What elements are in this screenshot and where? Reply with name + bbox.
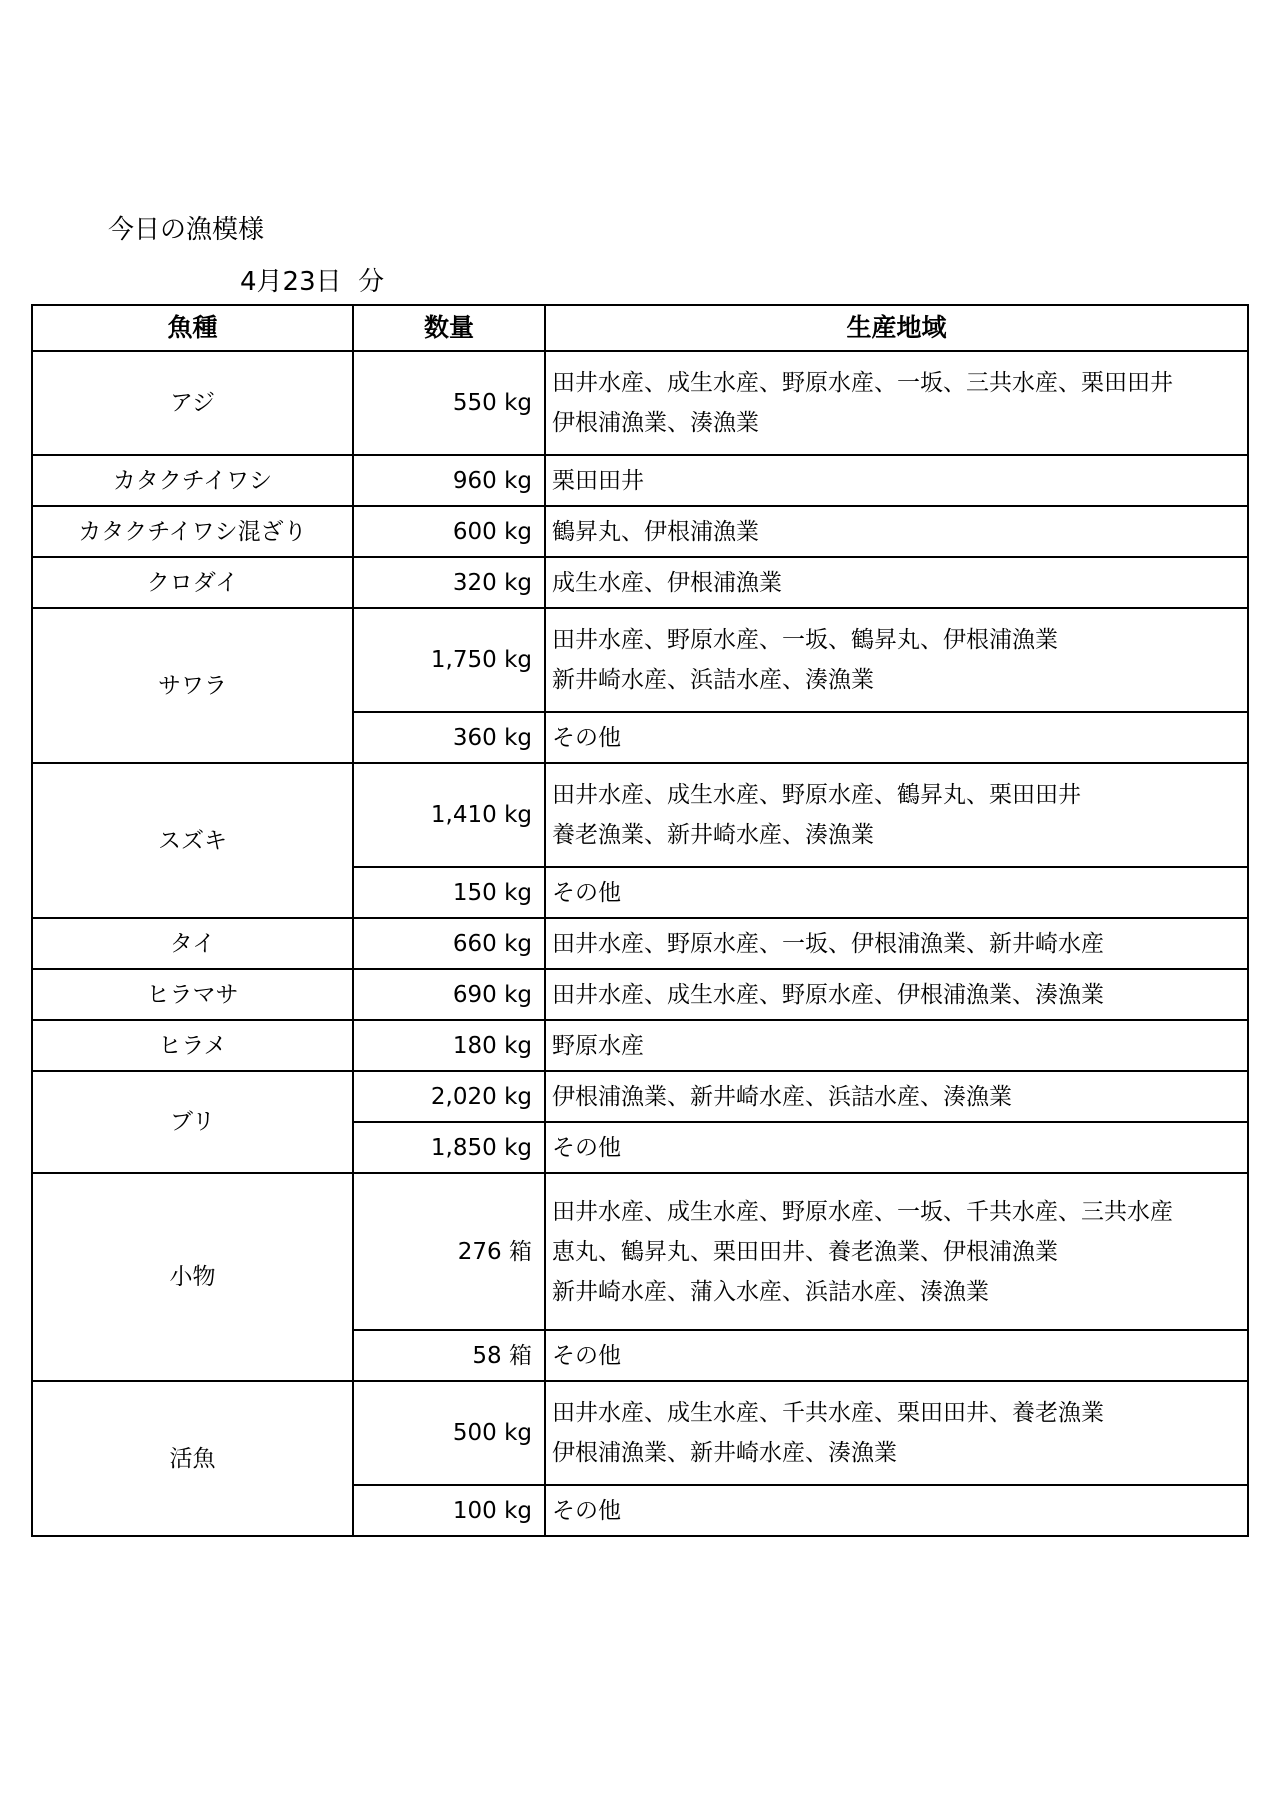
region-line: 養老漁業、新井崎水産、湊漁業 (552, 822, 874, 848)
table-row (32, 455, 1248, 506)
quantity-cell: 1,850 kg (353, 1122, 545, 1173)
region-cell (545, 1330, 1248, 1381)
fish-name-cell: ヒラマサ (32, 969, 353, 1020)
region-line: 田井水産、成生水産、千共水産、栗田田井、養老漁業 (552, 1400, 1104, 1426)
quantity-cell: 58 箱 (353, 1330, 545, 1381)
region-line: 新井崎水産、蒲入水産、浜詰水産、湊漁業 (552, 1278, 989, 1305)
region-line: 鶴昇丸、伊根浦漁業 (552, 518, 759, 545)
fish-name-cell: サワラ (32, 608, 353, 763)
region-cell (545, 969, 1248, 1020)
fish-name-cell: タイ (32, 918, 353, 969)
table-row (32, 1071, 1248, 1122)
region-line: 伊根浦漁業、新井崎水産、湊漁業 (552, 1440, 897, 1466)
region-cell (545, 506, 1248, 557)
table-row (32, 763, 1248, 867)
fish-name-cell: カタクチイワシ混ざり (32, 506, 353, 557)
quantity-cell: 150 kg (353, 867, 545, 918)
quantity-cell: 660 kg (353, 918, 545, 969)
quantity-cell: 320 kg (353, 557, 545, 608)
region-cell (545, 867, 1248, 918)
region-cell (545, 1173, 1248, 1330)
quantity-cell: 960 kg (353, 455, 545, 506)
region-cell (545, 1381, 1248, 1485)
region-line: 野原水産 (552, 1032, 644, 1059)
table-row (32, 608, 1248, 712)
region-line: 田井水産、成生水産、野原水産、一坂、千共水産、三共水産 (552, 1198, 1173, 1225)
region-line: その他 (552, 1342, 621, 1369)
table-row (32, 557, 1248, 608)
quantity-cell: 360 kg (353, 712, 545, 763)
region-cell (545, 455, 1248, 506)
region-line: 新井崎水産、浜詰水産、湊漁業 (552, 667, 874, 693)
fish-name-cell: クロダイ (32, 557, 353, 608)
region-line: 田井水産、野原水産、一坂、鶴昇丸、伊根浦漁業 (552, 627, 1058, 653)
quantity-cell: 180 kg (353, 1020, 545, 1071)
quantity-cell: 690 kg (353, 969, 545, 1020)
region-line: 田井水産、野原水産、一坂、伊根浦漁業、新井崎水産 (552, 930, 1104, 957)
header-fish: 魚種 (32, 305, 353, 351)
region-cell (545, 712, 1248, 763)
region-line: その他 (552, 724, 621, 751)
table-row (32, 918, 1248, 969)
table-header-row (32, 305, 1248, 351)
quantity-cell: 500 kg (353, 1381, 545, 1485)
quantity-cell: 600 kg (353, 506, 545, 557)
region-line: その他 (552, 1134, 621, 1161)
table-row (32, 1173, 1248, 1330)
table-row (32, 506, 1248, 557)
header-region: 生産地域 (545, 305, 1248, 351)
region-line: 栗田田井 (552, 467, 644, 494)
fish-name-cell: スズキ (32, 763, 353, 918)
region-cell (545, 1485, 1248, 1536)
table-row (32, 1020, 1248, 1071)
region-cell (545, 1071, 1248, 1122)
region-line: 恵丸、鶴昇丸、栗田田井、養老漁業、伊根浦漁業 (552, 1238, 1058, 1265)
fish-name-cell: 活魚 (32, 1381, 353, 1536)
quantity-cell: 2,020 kg (353, 1071, 545, 1122)
fish-name-cell: カタクチイワシ (32, 455, 353, 506)
quantity-cell: 1,750 kg (353, 608, 545, 712)
region-line: 成生水産、伊根浦漁業 (552, 569, 782, 596)
region-line: 伊根浦漁業、湊漁業 (552, 410, 759, 436)
region-line: その他 (552, 1497, 621, 1524)
region-cell (545, 1122, 1248, 1173)
fish-name-cell: 小物 (32, 1173, 353, 1381)
region-line: 田井水産、成生水産、野原水産、鶴昇丸、栗田田井 (552, 782, 1081, 808)
quantity-cell: 100 kg (353, 1485, 545, 1536)
quantity-cell: 276 箱 (353, 1173, 545, 1330)
fish-name-cell: アジ (32, 351, 353, 455)
fish-name-cell: ブリ (32, 1071, 353, 1173)
region-cell (545, 351, 1248, 455)
region-cell (545, 1020, 1248, 1071)
region-line: 田井水産、成生水産、野原水産、一坂、三共水産、栗田田井 (552, 370, 1173, 396)
table-row (32, 351, 1248, 455)
table-body (32, 351, 1248, 1536)
fish-name-cell: ヒラメ (32, 1020, 353, 1071)
region-line: 田井水産、成生水産、野原水産、伊根浦漁業、湊漁業 (552, 981, 1104, 1008)
region-line: 伊根浦漁業、新井崎水産、浜詰水産、湊漁業 (552, 1083, 1012, 1110)
region-cell (545, 608, 1248, 712)
quantity-cell: 1,410 kg (353, 763, 545, 867)
table-row (32, 969, 1248, 1020)
table-row (32, 1381, 1248, 1485)
header-quantity: 数量 (353, 305, 545, 351)
catch-table (31, 304, 1249, 1537)
page-title: 今日の漁模様 (108, 215, 265, 245)
region-cell (545, 763, 1248, 867)
region-line: その他 (552, 879, 621, 906)
quantity-cell: 550 kg (353, 351, 545, 455)
region-cell (545, 918, 1248, 969)
report-date: 4月23日 分 (240, 267, 385, 297)
region-cell (545, 557, 1248, 608)
